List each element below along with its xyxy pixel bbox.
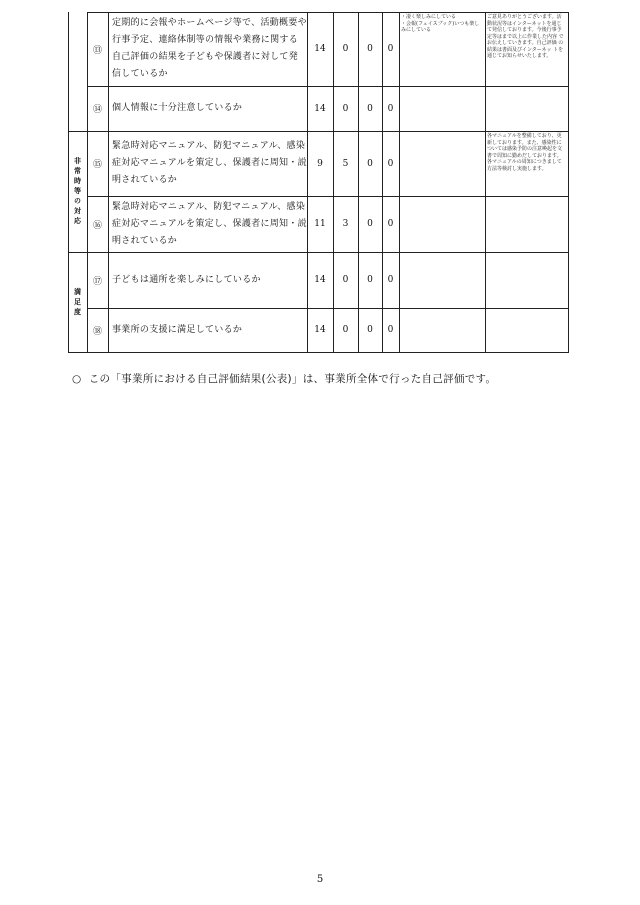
category-label-emergency: 非常時等の対応 bbox=[73, 157, 82, 227]
count-no: 0 bbox=[367, 325, 373, 335]
item-text: 個人情報に十分注意しているか bbox=[112, 103, 243, 113]
guardian-comment bbox=[399, 196, 485, 200]
row-number: ⑬ bbox=[92, 45, 102, 56]
table-divider bbox=[485, 12, 486, 353]
count-unknown: 0 bbox=[387, 219, 394, 229]
count-yes: 14 bbox=[314, 103, 326, 114]
count-neither: 0 bbox=[342, 275, 349, 285]
table-border-bottom bbox=[68, 352, 569, 353]
guardian-comment bbox=[399, 131, 485, 135]
count-unknown: 0 bbox=[387, 103, 394, 114]
category-label-satisfaction: 満足度 bbox=[73, 287, 82, 318]
guardian-comment bbox=[399, 86, 485, 90]
count-yes: 14 bbox=[314, 275, 326, 285]
row-number: ⑮ bbox=[92, 160, 102, 170]
count-yes: 14 bbox=[314, 44, 326, 54]
footnote-text: この「事業所における自己評価結果(公表)」は、事業所全体で行った自己評価です。 bbox=[88, 373, 497, 385]
item-text: 緊急時対応マニュアル、防犯マニュアル、感染症対応マニュアルを策定し、保護者に周知・説明されているか bbox=[112, 201, 307, 246]
count-yes: 14 bbox=[314, 325, 326, 335]
count-yes: 9 bbox=[317, 158, 323, 169]
item-text: 緊急時対応マニュアル、防犯マニュアル、感染症対応マニュアルを策定し、保護者に周知・説明されているか bbox=[112, 141, 307, 185]
facility-comment: ご意見ありがとうございます。活動状況等はインターネットを通じ て発信しております。今後行事予定等はまで以上に作業した内容 でお伝えしていきます。自己評価 の結果は書面及びインターネッ トを通じてお知らせいたします。 bbox=[487, 14, 564, 59]
count-neither: 0 bbox=[342, 325, 349, 335]
guardian-comment bbox=[399, 308, 485, 312]
row-number: ⑰ bbox=[92, 276, 102, 287]
count-yes: 11 bbox=[314, 219, 326, 229]
item-text: 子どもは通所を楽しみにしているか bbox=[112, 274, 261, 285]
facility-comment bbox=[485, 196, 568, 200]
facility-comment: 各マニュアルを整備しており、更新しております。また、感染性については感染予防の注意喚起を文書で周知に勤めだしております。各マニュアルの周知につきまして方法等検討し実施します。 bbox=[487, 133, 563, 172]
row-number: ⑯ bbox=[92, 220, 102, 231]
facility-comment bbox=[485, 308, 568, 312]
count-unknown: 0 bbox=[387, 44, 394, 54]
item-text: 定期的に会報やホームページ等で、活動概要や行事予定、連絡体制等の情報や業務に関する自己評価の結果を子どもや保護者に対して発信しているか bbox=[112, 18, 307, 79]
table-divider bbox=[399, 12, 400, 353]
count-no: 0 bbox=[367, 158, 373, 169]
facility-comment bbox=[485, 252, 568, 256]
count-no: 0 bbox=[367, 44, 373, 54]
page-number: 5 bbox=[316, 874, 324, 885]
count-no: 0 bbox=[367, 219, 373, 229]
table-border-right bbox=[568, 12, 569, 353]
count-unknown: 0 bbox=[387, 325, 394, 335]
item-text: 事業所の支援に満足しているか bbox=[112, 324, 243, 335]
count-neither: 5 bbox=[342, 158, 349, 169]
count-neither: 0 bbox=[342, 103, 349, 114]
count-neither: 0 bbox=[342, 44, 349, 54]
row-number: ⑱ bbox=[92, 326, 102, 337]
count-unknown: 0 bbox=[387, 275, 394, 285]
evaluation-table bbox=[68, 12, 569, 353]
guardian-comment: ・凄く楽しみにしている ・会報(フェイスブック)いつも楽しみにしている bbox=[401, 14, 480, 33]
count-no: 0 bbox=[367, 103, 373, 114]
count-no: 0 bbox=[367, 275, 373, 285]
guardian-comment bbox=[399, 252, 485, 256]
row-number: ⑭ bbox=[92, 105, 102, 115]
count-neither: 3 bbox=[342, 219, 349, 229]
footnote bbox=[72, 371, 496, 386]
facility-comment bbox=[485, 86, 568, 90]
bullet-icon: ○ bbox=[72, 373, 82, 385]
count-unknown: 0 bbox=[387, 158, 394, 169]
